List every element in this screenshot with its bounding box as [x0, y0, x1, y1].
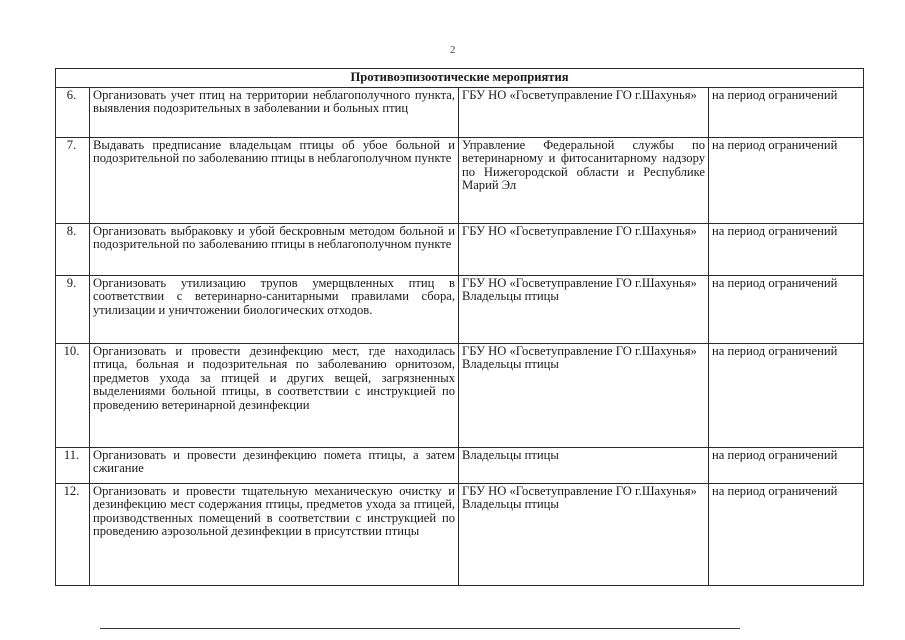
row-number: 7.: [56, 138, 90, 224]
table-row: [56, 224, 864, 276]
row-number: 6.: [56, 88, 90, 138]
table-row: [56, 138, 864, 224]
term-cell: на период ограничений: [709, 138, 864, 224]
responsible-cell: [459, 448, 709, 484]
row-number: 12.: [56, 484, 90, 586]
action-cell: Организовать утилизацию трупов умерщвленных птиц в соответствии с ветеринарно-санитарными правилами сбора, утилизации и уничтожении биологических отходов.: [90, 276, 459, 344]
term-cell: на период ограничений: [709, 448, 864, 484]
table-row: [56, 484, 864, 586]
footer-rule: [100, 628, 740, 629]
action-cell: Организовать выбраковку и убой бескровным методом больной и подозрительной по заболеванию птицы в неблагополучном пункте: [90, 224, 459, 276]
page-number: 2: [450, 44, 456, 56]
section-header-row: [56, 69, 864, 88]
term-cell: на период ограничений: [709, 344, 864, 448]
table-row: [56, 344, 864, 448]
responsible-line: ГБУ НО «Госветуправление ГО г.Шахунья»: [462, 88, 697, 102]
row-number: 10.: [56, 344, 90, 448]
action-cell: Организовать и провести тщательную механическую очистку и дезинфекцию мест содержания птицы, предметов ухода за птицей, производственных помещений в соответствии с инструкцией по проведению аэрозольной дезинфекции в присутствии птицы: [90, 484, 459, 586]
measures-table: [55, 68, 864, 586]
table-row: [56, 448, 864, 484]
action-cell: Выдавать предписание владельцам птицы об убое больной и подозрительной по заболеванию птицы в неблагополучном пункте: [90, 138, 459, 224]
responsible-line: ГБУ НО «Госветуправление ГО г.Шахунья»: [462, 276, 697, 290]
term-cell: на период ограничений: [709, 276, 864, 344]
responsible-line: ГБУ НО «Госветуправление ГО г.Шахунья»: [462, 344, 697, 358]
responsible-cell: [459, 344, 709, 448]
responsible-line: ГБУ НО «Госветуправление ГО г.Шахунья»: [462, 484, 697, 498]
responsible-line: Владельцы птицы: [462, 448, 559, 462]
term-cell: на период ограничений: [709, 224, 864, 276]
action-cell: Организовать и провести дезинфекцию помета птицы, а затем сжигание: [90, 448, 459, 484]
row-number: 9.: [56, 276, 90, 344]
action-cell: Организовать учет птиц на территории неблагополучного пункта, выявления подозрительных в заболевании и больных птиц: [90, 88, 459, 138]
term-cell: на период ограничений: [709, 88, 864, 138]
responsible-cell: [459, 276, 709, 344]
responsible-cell: [459, 224, 709, 276]
table-row: [56, 276, 864, 344]
table-row: [56, 88, 864, 138]
row-number: 11.: [56, 448, 90, 484]
row-number: 8.: [56, 224, 90, 276]
responsible-cell: [459, 484, 709, 586]
section-title: Противоэпизоотические мероприятия: [56, 69, 864, 88]
responsible-line: Владельцы птицы: [462, 497, 559, 512]
responsible-line: ГБУ НО «Госветуправление ГО г.Шахунья»: [462, 224, 697, 238]
responsible-line: Владельцы птицы: [462, 289, 559, 304]
responsible-line: Владельцы птицы: [462, 357, 559, 372]
action-cell: Организовать и провести дезинфекцию мест, где находилась птица, больная и подозрительная по заболеванию орнитозом, предметов ухода за птицей и других вещей, загрязненных выделениями больной птицы, в соответствии с инструкцией по проведению ветеринарной дезинфекции: [90, 344, 459, 448]
responsible-cell: [459, 88, 709, 138]
responsible-line: Управление Федеральной службы по ветеринарному и фитосанитарному надзору по Нижегородской области и Республике Марий Эл: [462, 138, 705, 193]
responsible-cell: [459, 138, 709, 224]
term-cell: на период ограничений: [709, 484, 864, 586]
